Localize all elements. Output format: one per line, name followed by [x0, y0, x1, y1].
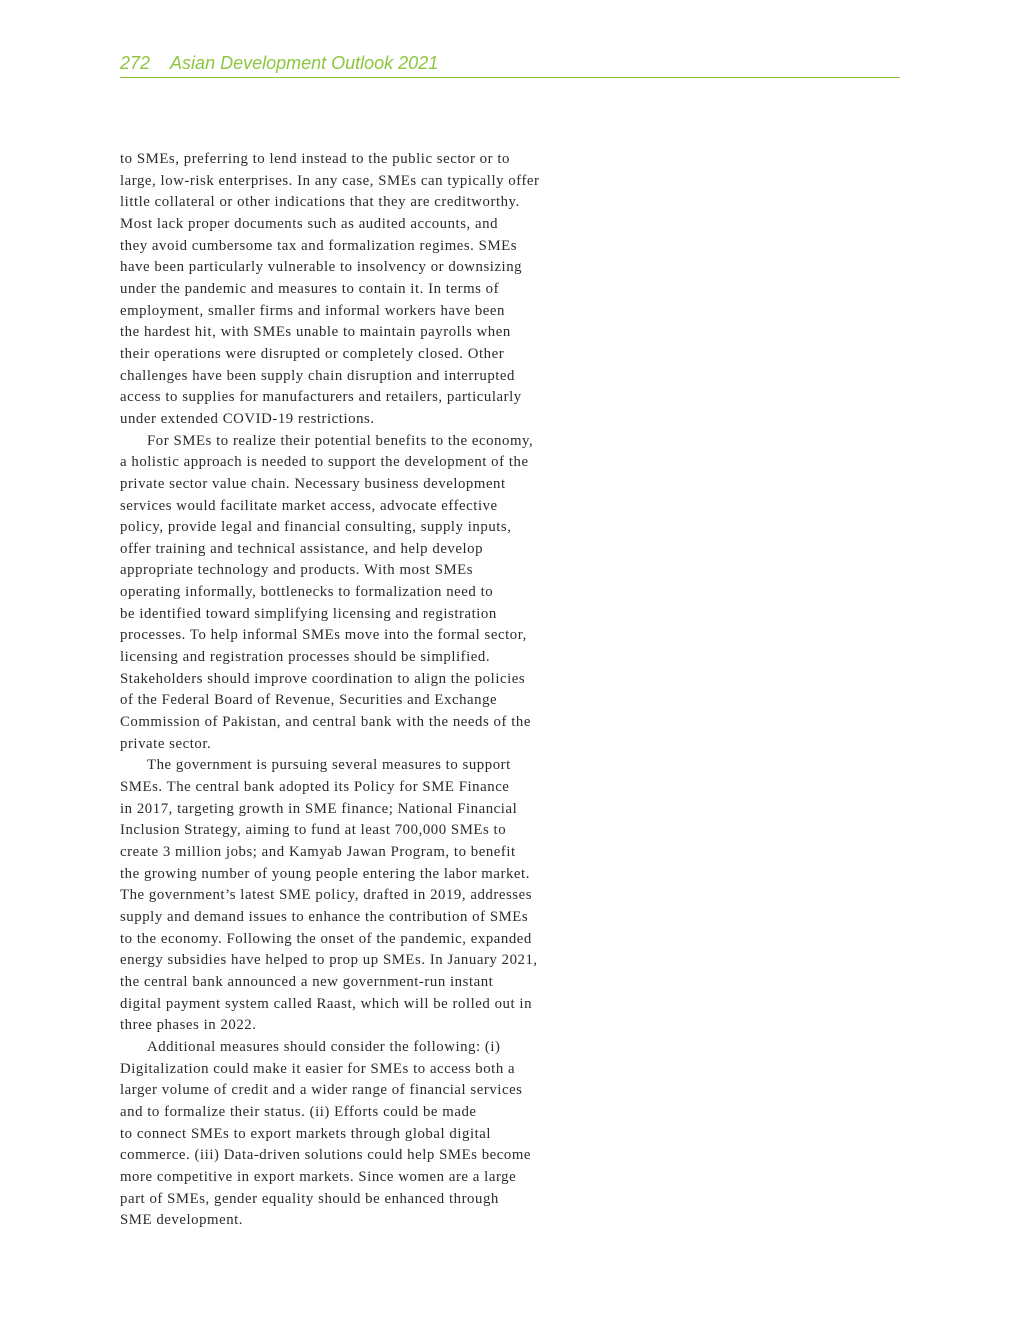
text-line: under extended COVID-19 restrictions. [120, 410, 375, 427]
text-line: to connect SMEs to export markets through global digital [120, 1125, 492, 1142]
text-line: they avoid cumbersome tax and formalization regimes. SMEs [120, 237, 518, 254]
text-line: supply and demand issues to enhance the contribution of SMEs [120, 908, 529, 925]
text-line: three phases in 2022. [120, 1017, 257, 1034]
text-line: services would facilitate market access, advocate effective [120, 497, 498, 514]
running-header [120, 50, 900, 78]
text-line: create 3 million jobs; and Kamyab Jawan Program, to benefit [120, 844, 516, 860]
text-line: a holistic approach is needed to support the development of the [120, 454, 529, 471]
text-line: their operations were disrupted or completely closed. Other [120, 345, 505, 362]
body-text [120, 149, 595, 1232]
text-line: challenges have been supply chain disruption and interrupted [120, 367, 516, 384]
text-line: more competitive in export markets. Since women are a large [120, 1168, 517, 1185]
text-line: larger volume of credit and a wider range of financial services [120, 1082, 523, 1099]
text-line: in 2017, targeting growth in SME finance; National Financial [120, 800, 518, 817]
paragraph [120, 431, 595, 756]
text-line: be identified toward simplifying licensing and registration [120, 605, 497, 622]
text-line: offer training and technical assistance, and help develop [120, 540, 484, 557]
text-line: have been particularly vulnerable to insolvency or downsizing [120, 259, 523, 276]
text-line: Digitalization could make it easier for SMEs to access both a [120, 1060, 516, 1077]
page-number: 272 [120, 53, 151, 73]
text-line: the hardest hit, with SMEs unable to maintain payrolls when [120, 324, 511, 341]
text-line: large, low-risk enterprises. In any case, SMEs can typically offer [120, 172, 540, 189]
text-line: operating informally, bottlenecks to formalization need to [120, 584, 494, 601]
text-line: little collateral or other indications that they are creditworthy. [120, 194, 520, 211]
text-line: energy subsidies have helped to prop up SMEs. In January 2021, [120, 952, 538, 969]
text-line: the central bank announced a new government-run instant [120, 973, 494, 990]
text-line: Inclusion Strategy, aiming to fund at least 700,000 SMEs to [120, 822, 507, 839]
publication-title: Asian Development Outlook 2021 [170, 53, 439, 73]
text-line: under the pandemic and measures to contain it. In terms of [120, 280, 500, 297]
text-line: employment, smaller firms and informal workers have been [120, 302, 505, 319]
text-line: private sector. [120, 735, 212, 752]
text-line: access to supplies for manufacturers and retailers, particularly [120, 389, 522, 406]
text-line: to the economy. Following the onset of the pandemic, expanded [120, 930, 532, 947]
text-line: private sector value chain. Necessary business development [120, 475, 506, 492]
text-line: SMEs. The central bank adopted its Policy for SME Finance [120, 779, 510, 796]
text-line: Most lack proper documents such as audited accounts, and [120, 215, 499, 232]
text-line: Stakeholders should improve coordination to align the policies [120, 670, 526, 687]
text-line: The government is pursuing several measures to support [147, 757, 511, 774]
text-line: The government’s latest SME policy, drafted in 2019, addresses [120, 887, 533, 904]
text-line: digital payment system called Raast, which will be rolled out in [120, 995, 533, 1012]
text-line: part of SMEs, gender equality should be enhanced through [120, 1190, 499, 1207]
text-line: Commission of Pakistan, and central bank with the needs of the [120, 714, 531, 731]
paragraph [120, 755, 595, 1037]
text-line: to SMEs, preferring to lend instead to the public sector or to [120, 151, 510, 167]
text-line: SME development. [120, 1212, 244, 1229]
text-line: commerce. (iii) Data-driven solutions could help SMEs become [120, 1147, 532, 1164]
text-line: and to formalize their status. (ii) Efforts could be made [120, 1103, 477, 1120]
text-line: Additional measures should consider the following: (i) [147, 1038, 501, 1055]
paragraph [120, 1037, 595, 1232]
text-line: policy, provide legal and financial consulting, supply inputs, [120, 519, 512, 536]
paragraph [120, 149, 595, 431]
text-line: processes. To help informal SMEs move into the formal sector, [120, 627, 527, 644]
text-line: of the Federal Board of Revenue, Securities and Exchange [120, 692, 498, 709]
text-line: For SMEs to realize their potential benefits to the economy, [147, 432, 534, 449]
text-line: appropriate technology and products. With most SMEs [120, 562, 474, 579]
text-line: the growing number of young people entering the labor market. [120, 865, 530, 882]
text-line: licensing and registration processes should be simplified. [120, 649, 491, 666]
